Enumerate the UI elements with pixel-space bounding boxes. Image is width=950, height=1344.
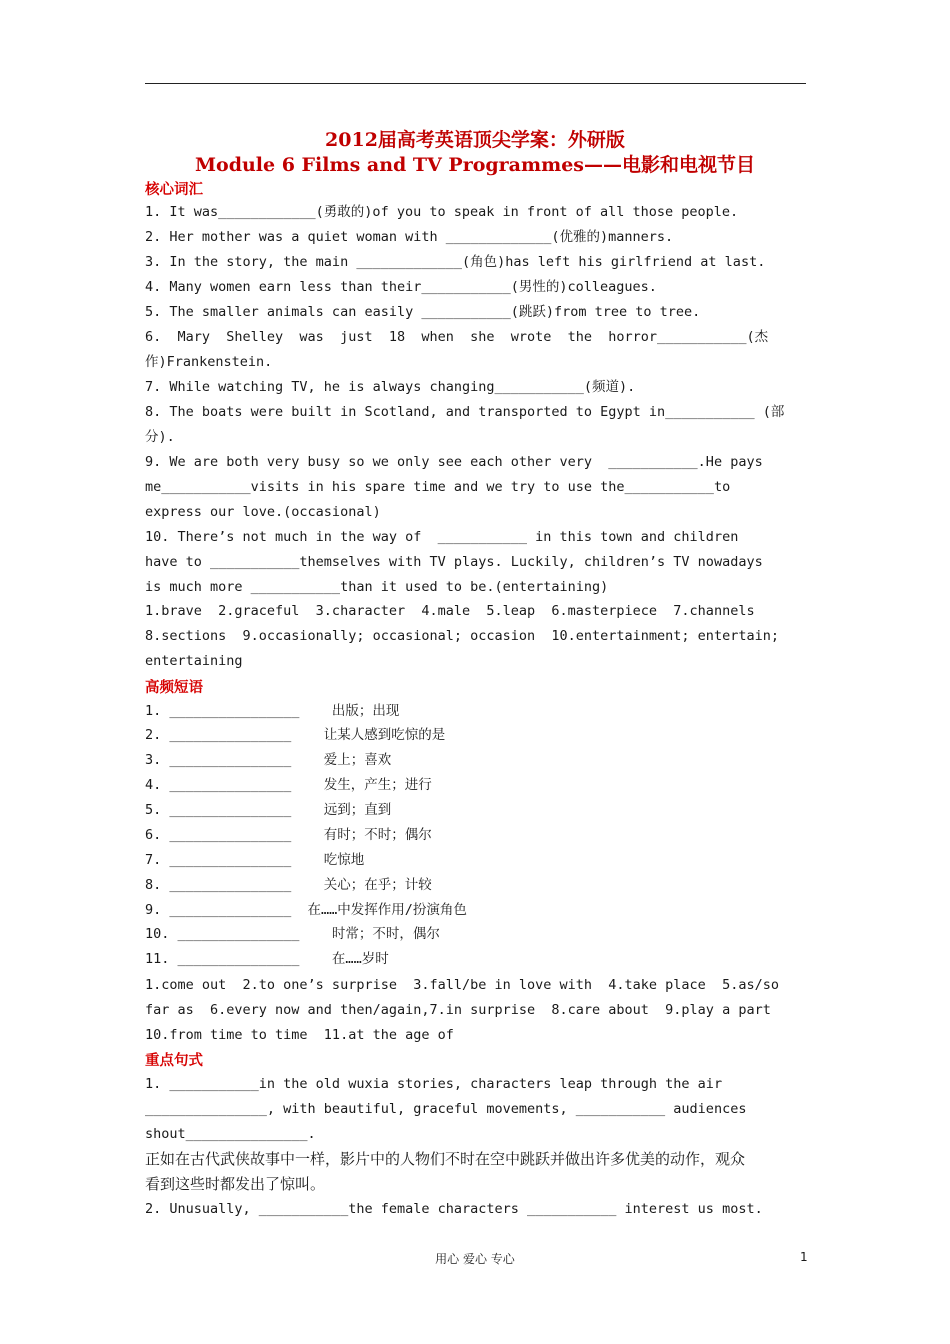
vocab-line: is much more ___________than it used to be.(entertaining) — [145, 579, 609, 595]
vocab-line: 3. In the story, the main _____________(角色)has left his girlfriend at last. — [145, 254, 766, 270]
sentence-translation: 正如在古代武侠故事中一样，影片中的人物们不时在空中跳跃并做出许多优美的动作，观众 — [145, 1150, 746, 1168]
page-number: 1 — [800, 1250, 808, 1264]
vocab-line: 2. Her mother was a quiet woman with _____________(优雅的)manners. — [145, 229, 674, 245]
phrase-answers: 10.from time to time 11.at the age of — [145, 1027, 454, 1043]
page-footer: 用心 爱心 专心 — [435, 1252, 515, 1266]
vocab-line: 5. The smaller animals can easily ___________(跳跃)from tree to tree. — [145, 304, 701, 320]
phrase-answers: far as 6.every now and then/again,7.in surprise 8.care about 9.play a part — [145, 1002, 771, 1018]
phrase-line: 1. ________________ 出版；出现 — [145, 703, 400, 719]
vocab-line: me___________visits in his spare time and we try to use the___________to — [145, 479, 731, 495]
phrase-line: 10. _______________ 时常；不时，偶尔 — [145, 926, 440, 942]
sentence-line: shout_______________. — [145, 1126, 316, 1142]
sentence-translation: 看到这些时都发出了惊叫。 — [145, 1175, 326, 1193]
vocab-answers: 8.sections 9.occasionally; occasional; occasion 10.entertainment; entertain; — [145, 628, 779, 644]
section-heading-phrases: 高频短语 — [145, 680, 203, 696]
phrase-line: 6. _______________ 有时；不时；偶尔 — [145, 827, 432, 843]
phrase-line: 5. _______________ 远到；直到 — [145, 802, 392, 818]
vocab-line: express our love.(occasional) — [145, 504, 381, 520]
phrase-line: 4. _______________ 发生，产生；进行 — [145, 777, 432, 793]
vocab-line: 分). — [145, 429, 175, 445]
vocab-line: 作)Frankenstein. — [145, 354, 273, 370]
sentence-line: 2. Unusually, ___________the female characters ___________ interest us most. — [145, 1201, 763, 1217]
module-title: Module 6 Films and TV Programmes——电影和电视节目 — [195, 154, 755, 176]
vocab-line: 8. The boats were built in Scotland, and transported to Egypt in___________ (部 — [145, 404, 785, 420]
phrase-line: 2. _______________ 让某人感到吃惊的是 — [145, 727, 446, 743]
phrase-line: 7. _______________ 吃惊地 — [145, 852, 365, 868]
section-heading-sentences: 重点句式 — [145, 1053, 203, 1069]
document-title: 2012届高考英语顶尖学案：外研版 — [325, 129, 625, 151]
phrase-answers: 1.come out 2.to one’s surprise 3.fall/be in love with 4.take place 5.as/so — [145, 977, 779, 993]
sentence-line: _______________, with beautiful, graceful movements, ___________ audiences — [145, 1101, 747, 1117]
phrase-line: 8. _______________ 关心；在乎；计较 — [145, 877, 432, 893]
vocab-line: 10. There’s not much in the way of ___________ in this town and children — [145, 529, 739, 545]
vocab-line: 1. It was____________(勇敢的)of you to speak in front of all those people. — [145, 204, 739, 220]
phrase-line: 9. _______________ 在……中发挥作用/扮演角色 — [145, 902, 467, 918]
phrase-line: 11. _______________ 在……岁时 — [145, 951, 389, 967]
vocab-answers: 1.brave 2.graceful 3.character 4.male 5.leap 6.masterpiece 7.channels — [145, 603, 755, 619]
vocab-line: 7. While watching TV, he is always changing___________(频道). — [145, 379, 636, 395]
vocab-line: 9. We are both very busy so we only see each other very ___________.He pays — [145, 454, 763, 470]
vocab-line: have to ___________themselves with TV plays. Luckily, children’s TV nowadays — [145, 554, 763, 570]
vocab-line: 4. Many women earn less than their___________(男性的)colleagues. — [145, 279, 657, 295]
phrase-line: 3. _______________ 爱上；喜欢 — [145, 752, 392, 768]
vocab-answers: entertaining — [145, 653, 243, 669]
vocab-line: 6. Mary Shelley was just 18 when she wrote the horror___________(杰 — [145, 329, 769, 345]
header-rule — [145, 83, 806, 84]
section-heading-vocab: 核心词汇 — [145, 182, 203, 198]
sentence-line: 1. ___________in the old wuxia stories, characters leap through the air — [145, 1076, 723, 1092]
